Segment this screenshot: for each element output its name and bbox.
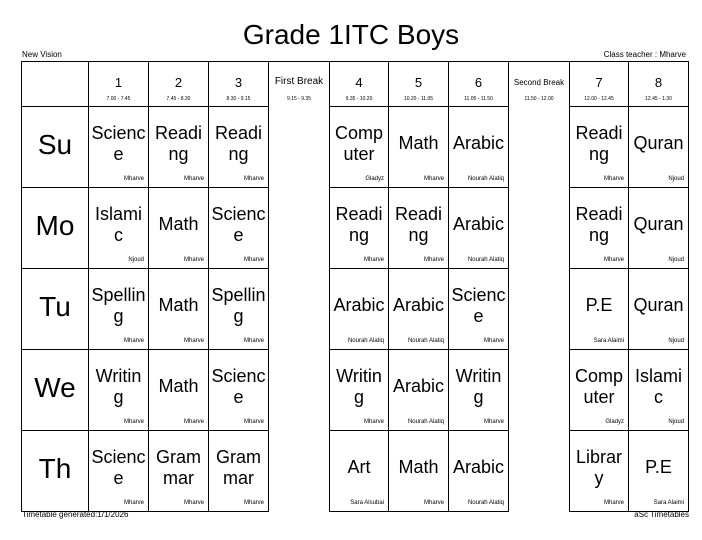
period-time: 9.15 - 9.35 (287, 96, 311, 102)
break-cell (269, 188, 330, 269)
subject-name: Computer (334, 123, 383, 164)
day-cell (22, 269, 89, 350)
teacher-name: Sara Alsubai (350, 500, 384, 506)
lesson-cell (330, 269, 389, 350)
teacher-name: Mharve (603, 176, 624, 182)
teacher-name: Mharve (483, 338, 504, 344)
teacher-name: Nourah Alatiq (407, 419, 444, 425)
subject-name: Writing (95, 366, 142, 407)
lesson-cell (330, 431, 389, 512)
break-cell (509, 350, 570, 431)
break-cell (269, 269, 330, 350)
subject-name: Reading (394, 204, 443, 245)
period-time: 12.45 - 1.30 (645, 96, 672, 102)
subject-name: Arabic (392, 376, 445, 396)
lesson-cell (389, 431, 449, 512)
teacher-name: Mharve (243, 419, 264, 425)
lesson-cell (89, 188, 149, 269)
teacher-name: Mharve (183, 176, 204, 182)
teacher-name: Mharve (243, 176, 264, 182)
period-label: Second Break (513, 78, 565, 87)
lesson-cell (629, 188, 689, 269)
day-cell (22, 431, 89, 512)
period-label: 6 (474, 75, 483, 90)
break-cell (509, 188, 570, 269)
day-name: Mo (35, 210, 75, 241)
period-header (330, 62, 389, 107)
subject-name: Arabic (333, 295, 385, 315)
subject-name: Math (158, 214, 199, 234)
lesson-cell (629, 269, 689, 350)
lesson-cell (209, 350, 269, 431)
subject-name: Spelling (211, 285, 266, 326)
teacher-name: Mharve (123, 338, 144, 344)
subject-name: Quran (633, 295, 684, 315)
subject-name: Math (158, 376, 199, 396)
timetable-grid (21, 61, 689, 512)
lesson-cell (389, 107, 449, 188)
subject-name: Arabic (452, 133, 505, 153)
period-time: 7.45 - 8.30 (166, 96, 191, 102)
day-row (22, 107, 689, 188)
period-header (89, 62, 149, 107)
teacher-name: Mharve (603, 257, 624, 263)
subject-name: Computer (574, 366, 623, 407)
subject-name: Reading (154, 123, 203, 164)
lesson-cell (389, 188, 449, 269)
teacher-name: Mharve (363, 257, 384, 263)
teacher-name: Nourah Alatiq (407, 338, 444, 344)
lesson-cell (149, 188, 209, 269)
subject-name: Science (91, 447, 146, 488)
lesson-cell (449, 188, 509, 269)
day-cell (22, 188, 89, 269)
teacher-name: Mharve (183, 338, 204, 344)
teacher-name: Nourah Alatiq (467, 257, 504, 263)
subject-name: Writing (455, 366, 502, 407)
lesson-cell (449, 107, 509, 188)
period-time: 7.00 - 7.45 (106, 96, 131, 102)
subject-name: Science (91, 123, 146, 164)
period-label: First Break (274, 76, 324, 87)
day-row (22, 188, 689, 269)
period-header-row (22, 62, 689, 107)
lesson-cell (89, 350, 149, 431)
teacher-name: Mharve (423, 176, 444, 182)
break-header (269, 62, 330, 107)
lesson-cell (570, 188, 629, 269)
lesson-cell (449, 269, 509, 350)
subject-name: Arabic (452, 214, 505, 234)
teacher-name: Njoud (668, 419, 684, 425)
day-row (22, 431, 689, 512)
lesson-cell (629, 350, 689, 431)
lesson-cell (629, 431, 689, 512)
lesson-cell (449, 431, 509, 512)
period-label: 8 (654, 75, 663, 90)
break-cell (269, 350, 330, 431)
period-time: 11.50 - 12.00 (524, 96, 554, 102)
subject-name: Arabic (392, 295, 445, 315)
teacher-name: Mharve (243, 338, 264, 344)
lesson-cell (570, 269, 629, 350)
subject-name: Science (211, 366, 266, 407)
period-time: 11.05 - 11.50 (464, 96, 493, 102)
subject-name: Islamic (94, 204, 142, 245)
break-cell (269, 431, 330, 512)
period-time: 8.30 - 9.15 (226, 96, 251, 102)
teacher-name: Mharve (483, 419, 504, 425)
lesson-cell (570, 431, 629, 512)
lesson-cell (330, 107, 389, 188)
subject-name: Science (451, 285, 506, 326)
teacher-name: Mharve (363, 419, 384, 425)
period-label: 2 (174, 75, 183, 90)
lesson-cell (209, 188, 269, 269)
teacher-name: Mharve (183, 257, 204, 263)
period-header (149, 62, 209, 107)
lesson-cell (149, 431, 209, 512)
subject-name: Grammar (156, 447, 201, 488)
lesson-cell (89, 431, 149, 512)
period-header (570, 62, 629, 107)
software-credit: aSc Timetables (634, 510, 689, 519)
subject-name: Grammar (216, 447, 261, 488)
day-name: Tu (39, 291, 71, 322)
subject-name: Quran (633, 133, 684, 153)
subject-name: Arabic (452, 457, 505, 477)
subject-name: Reading (335, 204, 383, 245)
teacher-name: Mharve (243, 257, 264, 263)
period-header (449, 62, 509, 107)
break-cell (269, 107, 330, 188)
teacher-name: Gladyz (605, 419, 624, 425)
subject-name: Reading (214, 123, 263, 164)
subject-name: Math (398, 457, 439, 477)
teacher-name: Mharve (183, 500, 204, 506)
lesson-cell (570, 107, 629, 188)
day-name: Su (37, 129, 73, 160)
teacher-name: Gladyz (365, 176, 384, 182)
period-time: 10.20 - 11.05 (403, 96, 434, 102)
lesson-cell (149, 107, 209, 188)
subject-name: Islamic (634, 366, 682, 407)
subject-name: Reading (575, 204, 623, 245)
break-cell (509, 431, 570, 512)
teacher-name: Nourah Alatiq (347, 338, 384, 344)
lesson-cell (209, 269, 269, 350)
school-name: New Vision (22, 50, 62, 59)
period-label: 5 (414, 75, 423, 90)
teacher-name: Mharve (123, 176, 144, 182)
day-row (22, 269, 689, 350)
subject-name: Reading (575, 123, 623, 164)
period-time: 9.35 - 10.20 (345, 96, 373, 102)
teacher-name: Nourah Alatiq (467, 500, 504, 506)
lesson-cell (149, 350, 209, 431)
teacher-name: Mharve (423, 500, 444, 506)
lesson-cell (449, 350, 509, 431)
lesson-cell (389, 350, 449, 431)
period-header (389, 62, 449, 107)
period-header (209, 62, 269, 107)
lesson-cell (629, 107, 689, 188)
subject-name: Art (347, 457, 371, 477)
teacher-name: Mharve (123, 419, 144, 425)
subject-name: Spelling (91, 285, 146, 326)
subject-name: P.E (585, 295, 613, 315)
page-title: Grade 1ITC Boys (242, 19, 460, 50)
subject-name: Writing (336, 366, 382, 407)
teacher-name: Mharve (243, 500, 264, 506)
lesson-cell (209, 107, 269, 188)
subject-name: Science (211, 204, 266, 245)
subject-name: Library (575, 447, 623, 488)
lesson-cell (389, 269, 449, 350)
lesson-cell (330, 188, 389, 269)
day-cell (22, 350, 89, 431)
break-cell (509, 107, 570, 188)
day-name: Th (38, 453, 72, 484)
class-teacher: Class teacher : Mharve (603, 50, 686, 59)
lesson-cell (570, 350, 629, 431)
teacher-name: Sara Alaimi (593, 338, 624, 344)
teacher-name: Mharve (123, 500, 144, 506)
teacher-name: Sara Alaimi (653, 500, 684, 506)
subject-name: Quran (633, 214, 684, 234)
break-header (509, 62, 570, 107)
corner-cell (22, 62, 89, 107)
lesson-cell (149, 269, 209, 350)
day-cell (22, 107, 89, 188)
period-time: 12.00 - 12.45 (584, 96, 614, 102)
lesson-cell (89, 269, 149, 350)
period-label: 1 (114, 75, 123, 90)
teacher-name: Njoud (668, 338, 684, 344)
period-header (629, 62, 689, 107)
teacher-name: Mharve (603, 500, 624, 506)
break-cell (509, 269, 570, 350)
lesson-cell (209, 431, 269, 512)
lesson-cell (330, 350, 389, 431)
period-label: 3 (234, 75, 243, 90)
subject-name: P.E (645, 457, 672, 477)
subject-name: Math (398, 133, 439, 153)
period-label: 4 (355, 75, 363, 90)
lesson-cell (89, 107, 149, 188)
day-row (22, 350, 689, 431)
day-name: We (34, 372, 76, 403)
period-label: 7 (595, 75, 603, 90)
subject-name: Math (158, 295, 199, 315)
teacher-name: Mharve (423, 257, 444, 263)
teacher-name: Nourah Alatiq (467, 176, 504, 182)
teacher-name: Njoud (668, 176, 684, 182)
generated-date: Timetable generated:1/1/2026 (22, 510, 129, 519)
teacher-name: Njoud (128, 257, 144, 263)
teacher-name: Mharve (183, 419, 204, 425)
teacher-name: Njoud (668, 257, 684, 263)
